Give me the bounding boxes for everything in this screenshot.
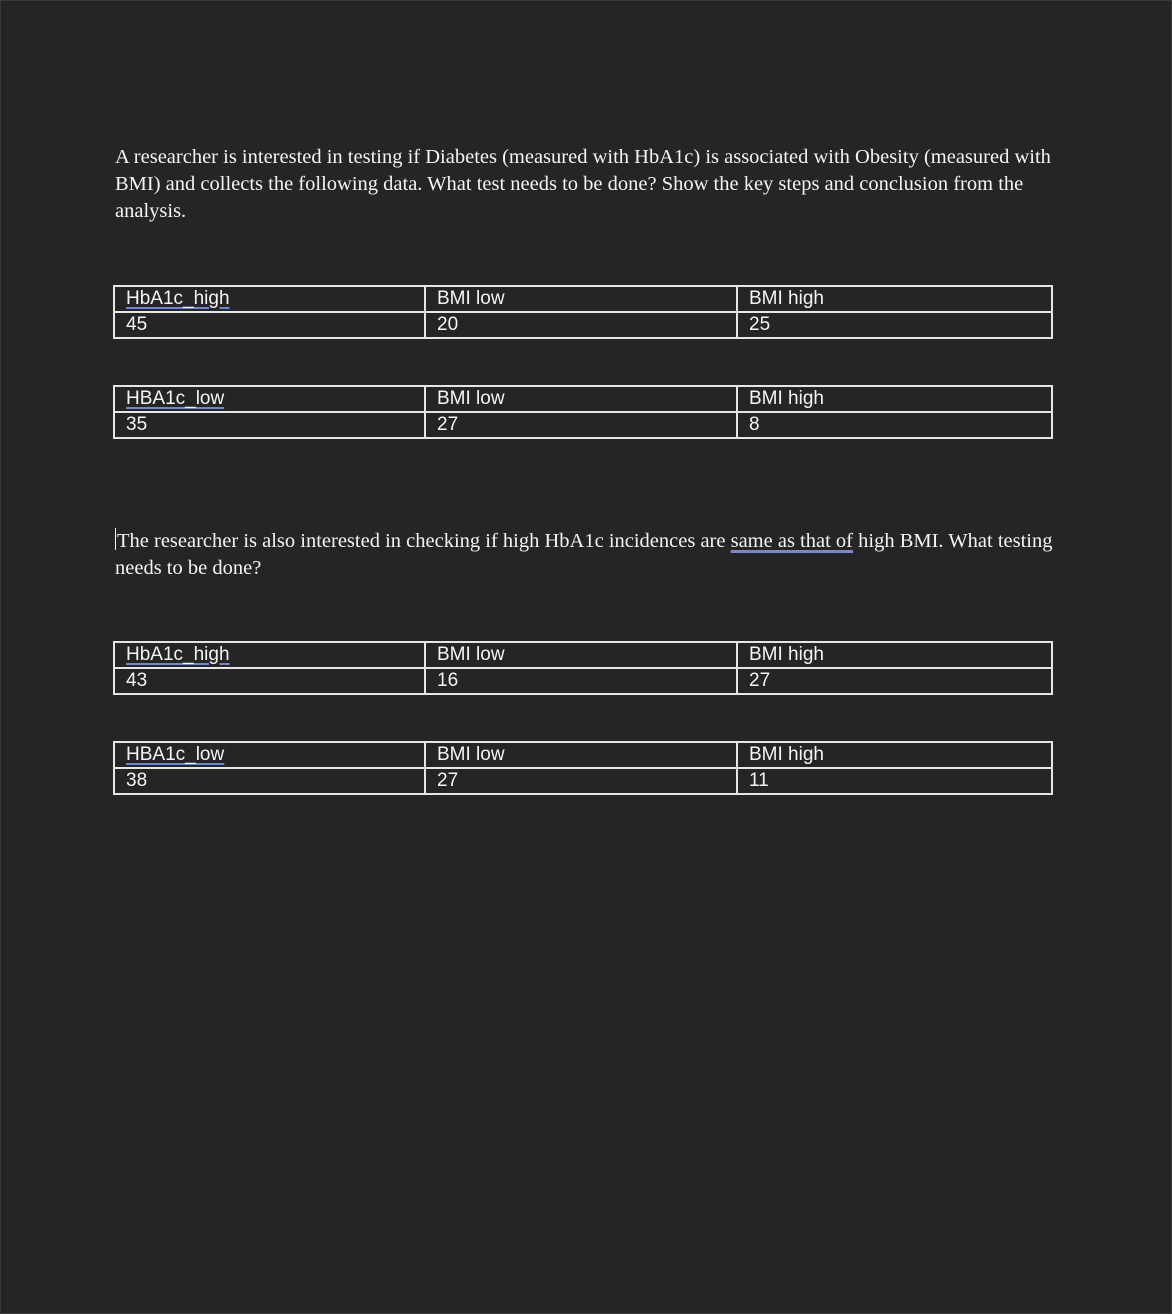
table-cell: BMI high xyxy=(737,386,1052,412)
question-2-text xyxy=(115,528,1075,582)
question-2-after: high BMI. What testing needs to be done? xyxy=(115,530,1053,579)
table-cell xyxy=(114,642,425,668)
table-cell: BMI low xyxy=(425,286,737,312)
data-table-hba1c-high-2 xyxy=(113,641,1053,695)
table-cell: BMI high xyxy=(737,642,1052,668)
table-cell: BMI low xyxy=(425,386,737,412)
table-cell: BMI low xyxy=(425,642,737,668)
text-cursor xyxy=(115,528,116,550)
table-cell: 43 xyxy=(114,668,425,694)
data-table-hba1c-low-1 xyxy=(113,385,1053,439)
table-row xyxy=(114,312,1052,338)
table-header-row xyxy=(114,286,1052,312)
table-cell: 38 xyxy=(114,768,425,794)
table-cell: 8 xyxy=(737,412,1052,438)
table-cell xyxy=(114,386,425,412)
table-header-row xyxy=(114,642,1052,668)
table-cell xyxy=(114,286,425,312)
table-cell: 45 xyxy=(114,312,425,338)
table-cell: 27 xyxy=(425,412,737,438)
data-table-hba1c-high-1 xyxy=(113,285,1053,339)
table-cell: 16 xyxy=(425,668,737,694)
table-row xyxy=(114,768,1052,794)
hba1c-low-header: HBA1c_low xyxy=(126,388,225,409)
table-cell: BMI high xyxy=(737,286,1052,312)
hba1c-low-header: HBA1c_low xyxy=(126,744,225,765)
question-2-flagged-phrase: same as that of xyxy=(730,530,853,552)
question-1-text: A researcher is interested in testing if Diabetes (measured with HbA1c) is associated with Obesity (measured with BMI) and collects the following data. What test needs to be done? Show the key steps and conclusion from the analysis. xyxy=(115,146,1051,222)
table-header-row xyxy=(114,386,1052,412)
table-row xyxy=(114,668,1052,694)
hba1c-high-header: HbA1c_high xyxy=(126,288,230,309)
table-cell xyxy=(114,742,425,768)
table-cell: BMI high xyxy=(737,742,1052,768)
table-cell: 20 xyxy=(425,312,737,338)
table-cell: 35 xyxy=(114,412,425,438)
table-cell: 27 xyxy=(425,768,737,794)
table-cell: 25 xyxy=(737,312,1052,338)
data-table-hba1c-low-2 xyxy=(113,741,1053,795)
table-cell: 11 xyxy=(737,768,1052,794)
hba1c-high-header: HbA1c_high xyxy=(126,644,230,665)
table-row xyxy=(114,412,1052,438)
question-2-before: The researcher is also interested in checking if high HbA1c incidences are xyxy=(117,530,731,552)
table-cell: 27 xyxy=(737,668,1052,694)
table-header-row xyxy=(114,742,1052,768)
table-cell: BMI low xyxy=(425,742,737,768)
